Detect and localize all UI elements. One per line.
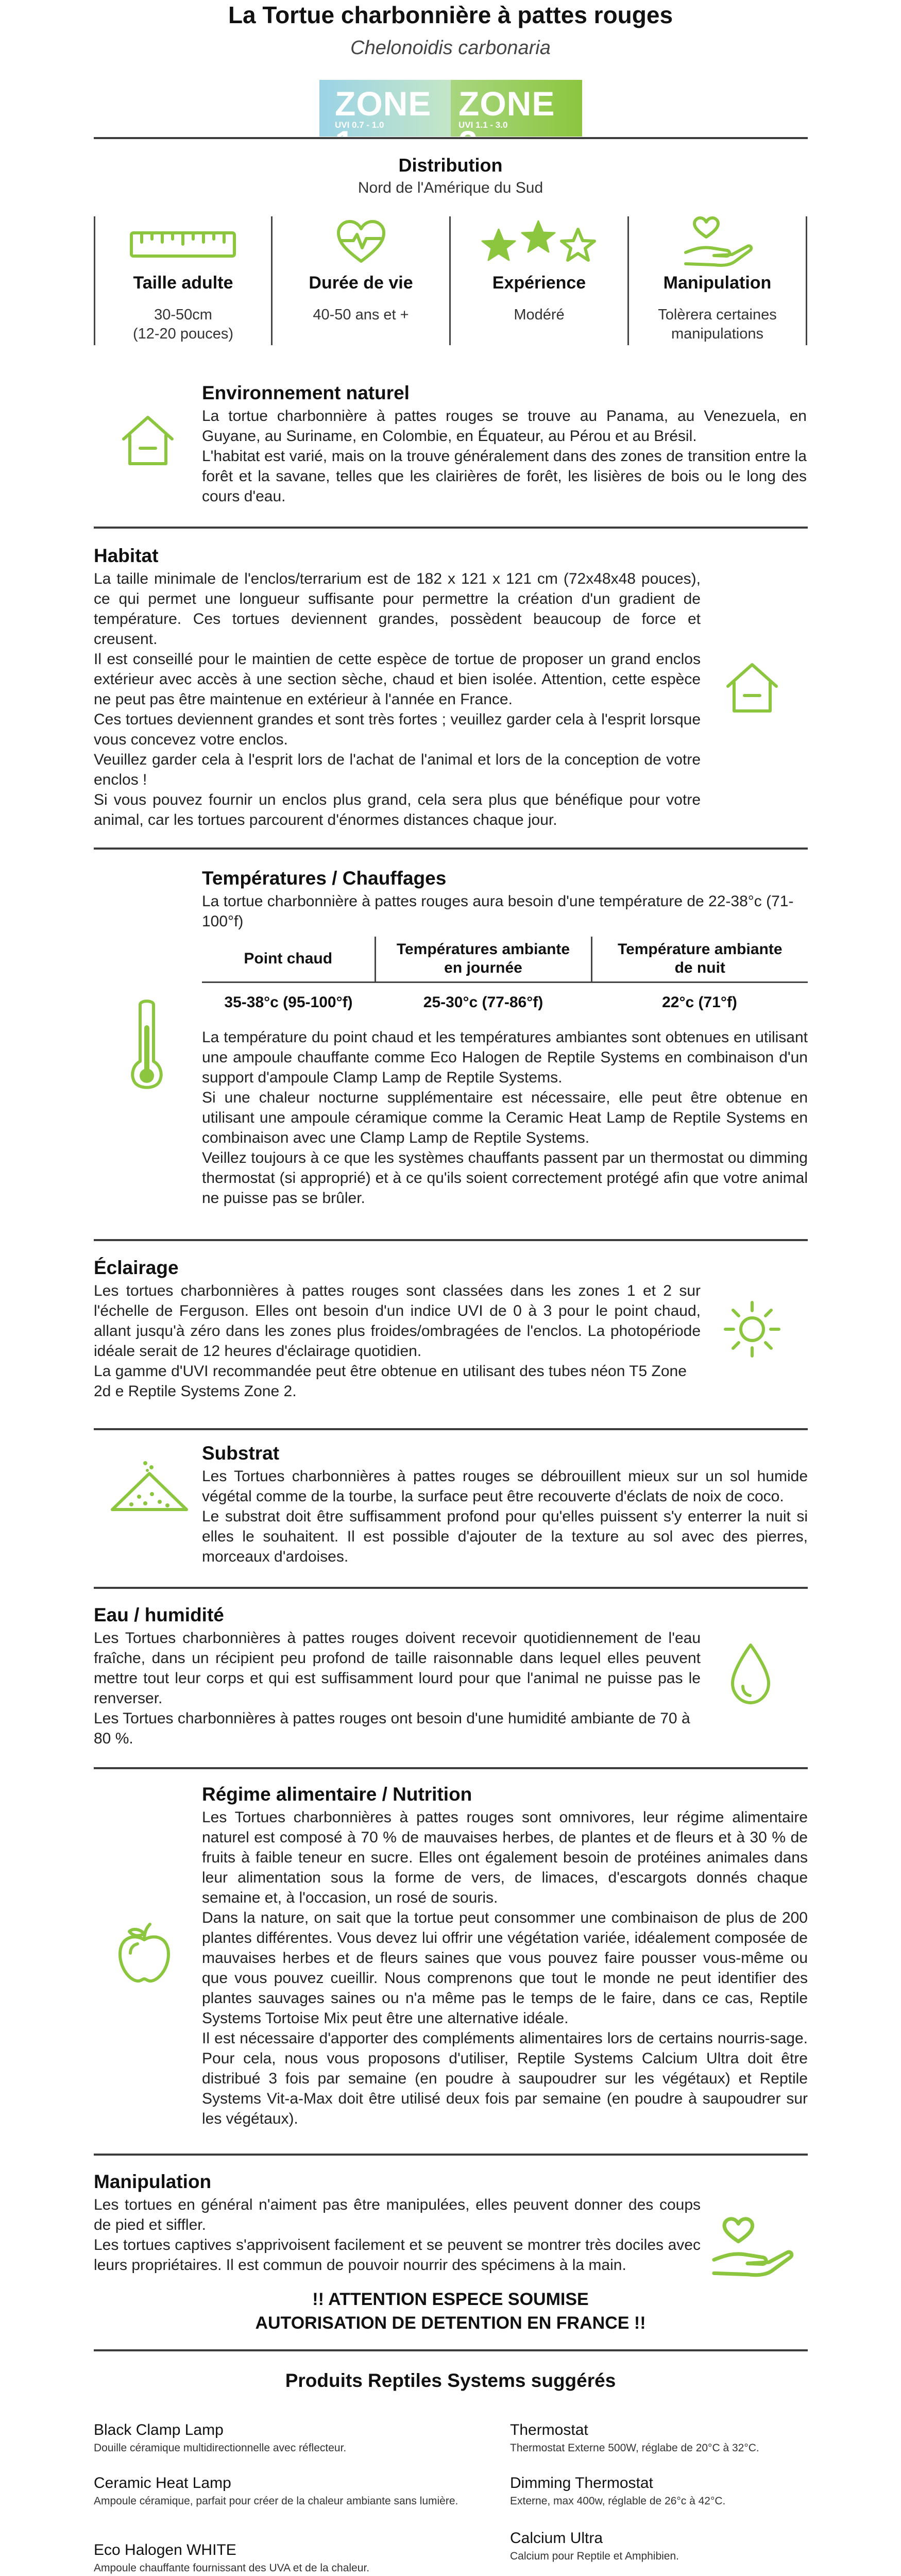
paragraph: Ces tortues deviennent grandes et sont très fortes ; veuillez garder cela à l'esprit lorsque vous concevez votre enclos. [94,711,701,748]
divider [94,2349,808,2351]
paragraph: La température du point chaud et les températures ambiantes sont obtenues en utilisant une ampoule chauffante comme Eco Halogen de Reptile Systems en combinaison d'un support d'ampoule Clamp Lamp de Reptile Systems. [202,1029,808,1086]
product-name: Eco Halogen WHITE [94,2541,236,2558]
section-title: Éclairage [94,1257,179,1278]
stat-title: Taille adulte [133,273,233,293]
paragraph: Les tortues charbonnières à pattes rouges sont classées dans les zones 1 et 2 sur l'échelle de Ferguson. Elles ont besoin d'un indice UVI de 0 à 3 pour le point chaud, allant jusqu'à zéro dans les zones plus froides/ombragées de l'enclos. La photopériode idéale serait de 12 heures d'éclairage quotidien. [94,1282,701,1360]
stat-manipulation [629,216,806,345]
section-manipulation [94,2171,701,2275]
stat-experience [451,216,627,345]
product-item [510,2475,809,2508]
heartbeat-icon [335,219,387,265]
paragraph: La tortue charbonnière à pattes rouges aura besoin d'une température de 22-38°c (71-100°f) [202,893,794,930]
divider [94,527,808,529]
divider [806,216,807,345]
house-icon [724,659,780,716]
table-header-row [202,937,808,982]
stat-value-line: (12-20 pouces) [132,326,234,342]
hand-heart-icon [683,216,753,268]
distribution-title: Distribution [398,155,503,176]
stat-title: Durée de vie [309,273,413,293]
paragraph: Les tortues en général n'aiment pas être manipulées, elles peuvent donner des coups de pied et siffler. [94,2196,701,2233]
divider [94,848,808,850]
house-icon [120,412,176,469]
section-title: Régime alimentaire / Nutrition [202,1784,472,1805]
product-desc: Calcium pour Reptile et Amphibien. [510,2550,679,2562]
section-temperatures [202,868,808,1208]
stat-value [95,306,271,344]
product-desc: Douille céramique multidirectionnelle avec réflecteur. [94,2442,347,2454]
warning-line: !! ATTENTION ESPECE SOUMISE [312,2290,589,2309]
section-environnement [202,382,807,506]
stat-value-line: manipulations [671,326,763,342]
sand-pile-icon [108,1458,191,1515]
section-habitat [94,545,701,830]
paragraph: La taille minimale de l'enclos/terrarium est de 182 x 121 x 121 cm (72x48x48 pouces), ce qui permet une longueur suffisante pour permettre la création d'un gradient de température. Ces tortues deviennent grandes, possèdent beaucoup de force et creusent. [94,570,701,648]
warning-line: AUTORISATION DE DETENTION EN FRANCE !! [255,2313,646,2333]
stat-value [629,306,806,344]
paragraph: Si une chaleur nocturne supplémentaire est nécessaire, elle peut être obtenue en utilisant une ampoule céramique comme la Ceramic Heat Lamp de Reptile Systems en combinaison avec une Clamp Lamp de Reptile Systems. [202,1089,808,1146]
divider [94,1767,808,1769]
section-title: Températures / Chauffages [202,868,447,889]
paragraph: Les Tortues charbonnières à pattes rouges doivent recevoir quotidiennement de l'eau fraîche, dans un récipient peu profond de taille raisonnable dans lequel elles peuvent mettre tout leur corps et qui est suffisamment lourd pour que l'animal ne puisse pas le renverser. [94,1630,701,1707]
table-header-cell: Température ambiante de nuit [591,937,808,982]
zone-badge [319,80,582,162]
zone2-label: ZONE 2 [458,84,555,162]
table-cell: 25-30°c (77-86°f) [423,993,543,1011]
product-item [94,2541,485,2575]
section-substrat [202,1443,808,1567]
section-title: Substrat [202,1443,280,1464]
stat-duree [273,216,449,345]
product-name: Thermostat [510,2421,588,2438]
table-row [202,982,808,1022]
products-title: Produits Reptiles Systems suggérés [285,2370,616,2391]
product-name: Black Clamp Lamp [94,2421,224,2438]
stat-taille [95,216,271,345]
ruler-icon [129,223,237,264]
product-item [94,2475,485,2508]
section-regime [202,1784,808,2129]
paragraph: Veuillez garder cela à l'esprit lors de l'achat de l'animal et lors de la conception de votre enclos ! [94,751,701,788]
divider [94,137,808,139]
table-cell: 22°c (71°f) [662,993,737,1011]
section-eau [94,1604,701,1749]
zone1-uvi: UVI 0.7 - 1.0 [335,120,384,130]
section-title: Habitat [94,545,159,566]
paragraph: Les Tortues charbonnières à pattes rouges ont besoin d'une humidité ambiante de 70 à 80 %. [94,1710,690,1747]
section-eclairage [94,1257,701,1401]
product-item [510,2421,809,2455]
paragraph: Les Tortues charbonnières à pattes rouges se débrouillent mieux sur un sol humide végétal comme de la tourbe, la surface peut être recouverte d'éclats de noix de coco. [202,1468,808,1505]
product-desc: Ampoule chauffante fournissant des UVA et de la chaleur. [94,2562,370,2574]
temperature-table [202,937,808,1022]
water-drop-icon [727,1641,774,1708]
paragraph: L'habitat est varié, mais on la trouve généralement dans des zones de transition entre la forêt et la savane, telles que les clairières de forêt, les lisières de bois ou le long des cours d'eau. [202,448,807,505]
zone1-badge [319,80,451,162]
stat-value-line: Tolèrera certaines [658,307,777,323]
section-title: Environnement naturel [202,382,410,403]
stat-value-line: 40-50 ans et + [313,307,409,323]
distribution-block [0,155,901,197]
product-item [94,2421,485,2455]
page-title: La Tortue charbonnière à pattes rouges [228,2,673,28]
stat-title: Expérience [492,273,586,293]
divider [94,1428,808,1430]
section-title: Manipulation [94,2171,212,2192]
warning-banner [0,2287,901,2335]
thermometer-icon [129,997,165,1095]
paragraph: Les tortues captives s'apprivoisent facilement et se peuvent se montrer très dociles avec leurs propriétaires. Il est commun de pouvoir nourrir des spécimens à la main. [94,2236,701,2274]
zone2-badge [451,80,582,162]
sun-icon [721,1298,783,1360]
distribution-text: Nord de l'Amérique du Sud [358,179,543,196]
table-header-cell: Point chaud [202,937,375,982]
paragraph: Si vous pouvez fournir un enclos plus grand, cela sera plus que bénéfique pour votre animal, car les tortues parcourent d'énormes distances chaque jour. [94,791,701,828]
apple-icon [116,1919,173,1986]
divider [94,2154,808,2156]
stars-icon [479,219,598,265]
hand-heart-icon [711,2215,793,2280]
page-subtitle: Chelonoidis carbonaria [350,37,551,59]
divider [94,1239,808,1241]
paragraph: Le substrat doit être suffisamment profond pour qu'elles puissent s'y enterrer la nuit si elles le souhaitent. Il est possible d'ajouter de la texture au sol avec des pierres, morceaux d'ardoises. [202,1508,808,1565]
stat-value-line: Modéré [514,307,565,323]
stat-title: Manipulation [663,273,772,293]
paragraph: Veillez toujours à ce que les systèmes chauffants passent par un thermostat ou dimming thermostat (si approprié) et à ce qu'ils soient correctement protégé afin que votre animal ne puisse pas se brûler. [202,1149,808,1207]
table-header-cell: Températures ambiante en journée [375,937,591,982]
paragraph: Dans la nature, on sait que la tortue peut consommer une combinaison de plus de 200 plantes différentes. Vous devez lui offrir une végétation variée, idéalement composée de mauvaises herbes et de fleurs saines que vous pouvez faire pousser vous-même ou que vous pouvez cueillir. Nous comprenons que tout le monde ne peut identifier des plantes sauvages saines ou n'a même pas le temps de le faire, dans ce cas, Reptile Systems Tortoise Mix peut être une alternative idéale. [202,1909,808,2027]
paragraph: Les Tortues charbonnières à pattes rouges sont omnivores, leur régime alimentaire naturel est composé à 70 % de mauvaises herbes, de plantes et de fleurs et à 30 % de fruits à faible teneur en sucre. Elles ont également besoin de protéines animales dans leur alimentation sous la forme de vers, de limaces, d'escargots donnés chaque semaine et, à l'occasion, un rosé de souris. [202,1809,808,1906]
section-title: Eau / humidité [94,1604,224,1625]
zone1-label: ZONE 1 [335,84,432,162]
stat-value [451,306,627,325]
table-cell: 35-38°c (95-100°f) [224,993,353,1011]
paragraph: La tortue charbonnière à pattes rouges se trouve au Panama, au Venezuela, en Guyane, au Suriname, en Colombie, en Équateur, au Pérou et au Brésil. [202,408,807,445]
product-item [510,2530,809,2563]
product-desc: Ampoule céramique, parfait pour créer de la chaleur ambiante sans lumière. [94,2495,458,2507]
product-name: Dimming Thermostat [510,2475,653,2492]
product-name: Ceramic Heat Lamp [94,2475,231,2492]
product-desc: Externe, max 400w, réglable de 26°c à 42°C. [510,2495,726,2507]
paragraph: Il est conseillé pour le maintien de cette espèce de tortue de proposer un grand enclos extérieur avec accès à une section sèche, chaud et bien isolée. Attention, cette espèce ne peut pas être maintenue en extérieur à l'année en France. [94,651,701,708]
zone2-uvi: UVI 1.1 - 3.0 [458,120,508,130]
stat-value-line: 30-50cm [154,307,212,323]
paragraph: Il est nécessaire d'apporter des compléments alimentaires lors de certains nourris-sage. Pour cela, nous vous proposons d'utiliser, Reptile Systems Calcium Ultra doit être distribué 3 fois par semaine (en poudre à saupoudrer sur les végétaux) et Reptile Systems Vit-a-Max doit être utilisé deux fois par semaine (en poudre à saupoudrer sur les végétaux). [202,2030,808,2127]
product-desc: Thermostat Externe 500W, réglabe de 20°C à 32°C. [510,2442,759,2454]
paragraph: La gamme d'UVI recommandée peut être obtenue en utilisant des tubes néon T5 Zone 2d e Reptile Systems Zone 2. [94,1363,687,1400]
divider [94,1587,808,1589]
stat-value [273,306,449,325]
product-name: Calcium Ultra [510,2530,603,2547]
